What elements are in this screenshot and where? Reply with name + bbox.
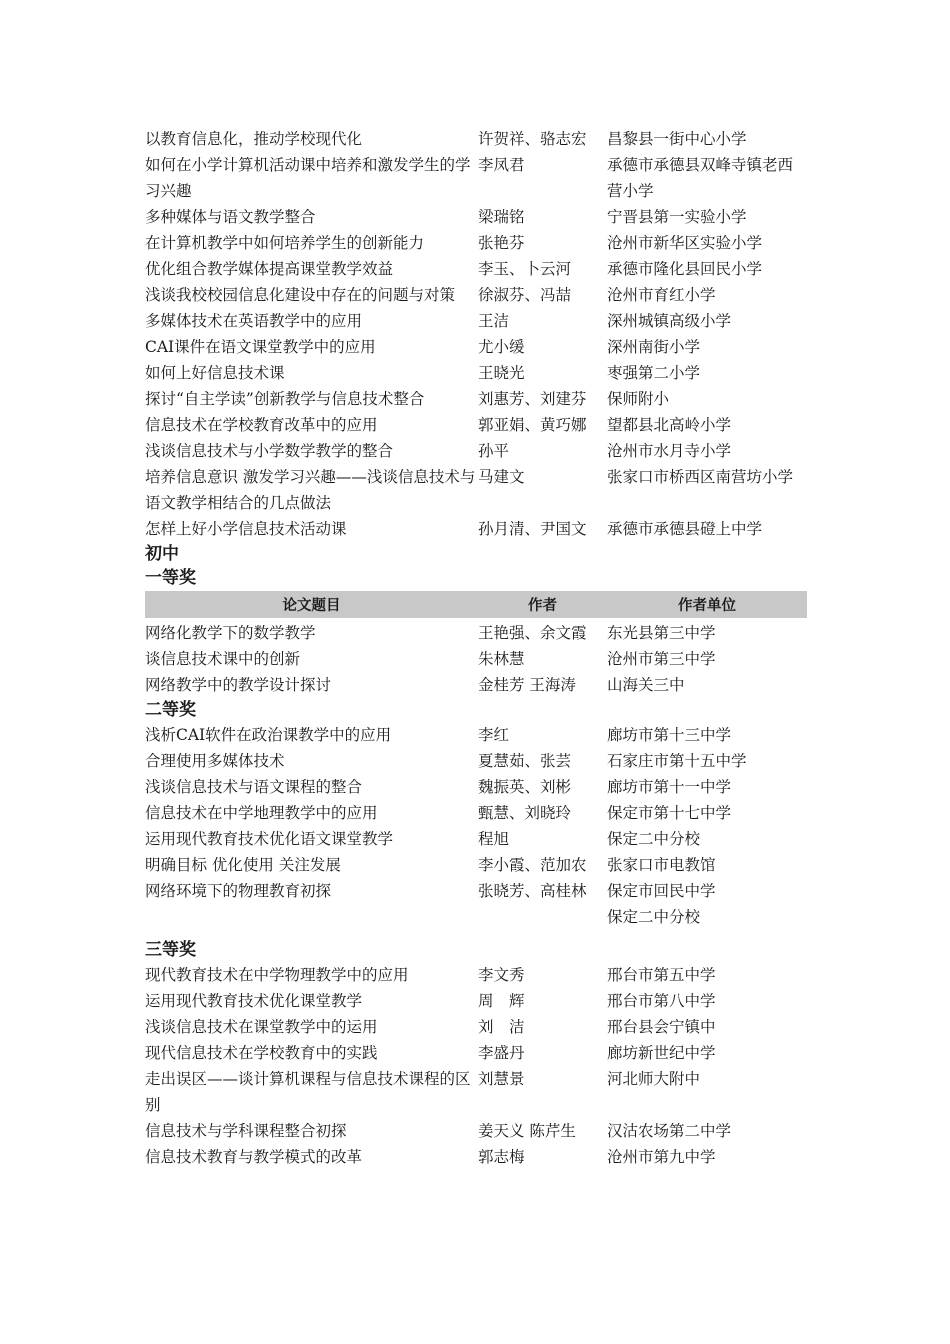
table-row (145, 204, 807, 230)
paper-title: 多种媒体与语文教学整合 (145, 208, 316, 226)
paper-title: 现代教育技术在中学物理教学中的应用 (145, 966, 409, 984)
author-unit: 东光县第三中学 (607, 624, 716, 642)
author-unit: 保定市第十七中学 (607, 804, 732, 822)
paper-author: 王晓光 (478, 364, 525, 382)
paper-title: 怎样上好小学信息技术活动课 (145, 520, 347, 538)
paper-title: 运用现代教育技术优化课堂教学 (145, 992, 363, 1010)
author-unit: 沧州市水月寺小学 (607, 442, 732, 460)
author-unit: 石家庄市第十五中学 (607, 752, 747, 770)
table-row (145, 308, 807, 334)
paper-author: 金桂芳 王海涛 (478, 676, 576, 694)
author-unit: 承德市隆化县回民小学 (607, 260, 763, 278)
paper-title: 信息技术与学科课程整合初探 (145, 1122, 347, 1140)
table-row (145, 988, 807, 1014)
paper-title: 信息技术教育与教学模式的改革 (145, 1148, 363, 1166)
award-list-page (145, 126, 807, 1170)
third-prize-heading: 三等奖 (145, 940, 196, 960)
author-unit: 廊坊新世纪中学 (607, 1044, 716, 1062)
paper-title: 多媒体技术在英语教学中的应用 (145, 312, 363, 330)
paper-author: 徐淑芬、冯喆 (478, 286, 572, 304)
table-row (145, 516, 807, 542)
table-row (145, 774, 807, 800)
column-header-unit: 作者单位 (678, 598, 736, 614)
level-heading: 初中 (145, 544, 179, 564)
author-unit: 河北师大附中 (607, 1070, 701, 1088)
table-row (145, 672, 807, 698)
table-row (145, 126, 807, 152)
table-header (145, 591, 807, 618)
paper-author: 夏慧茹、张芸 (478, 752, 572, 770)
table-row (145, 1014, 807, 1040)
paper-author: 王艳强、余文霞 (478, 624, 587, 642)
table-row (145, 464, 807, 516)
paper-title: 合理使用多媒体技术 (145, 752, 285, 770)
table-row (145, 256, 807, 282)
table-row (145, 334, 807, 360)
paper-author: 孙月清、尹国文 (478, 520, 587, 538)
table-row (145, 852, 807, 878)
author-unit: 沧州市第三中学 (607, 650, 716, 668)
paper-title: 网络环境下的物理教育初探 (145, 882, 332, 900)
author-unit: 承德市承德县磴上中学 (607, 520, 763, 538)
author-unit: 保师附小 (607, 390, 670, 408)
paper-title: 浅谈信息技术与语文课程的整合 (145, 778, 363, 796)
table-row (145, 646, 807, 672)
first-prize-heading: 一等奖 (145, 568, 196, 588)
paper-title: 优化组合教学媒体提高课堂教学效益 (145, 260, 394, 278)
table-row (145, 1144, 807, 1170)
table-row (145, 826, 807, 852)
author-unit: 沧州市育红小学 (607, 286, 716, 304)
third-prize-rows (145, 962, 807, 1170)
paper-title: 浅析CAI软件在政治课教学中的应用 (145, 726, 392, 744)
paper-title: 明确目标 优化使用 关注发展 (145, 856, 341, 874)
paper-author: 魏振英、刘彬 (478, 778, 572, 796)
author-unit: 廊坊市第十三中学 (607, 726, 732, 744)
table-row (145, 1066, 807, 1118)
table-row (145, 878, 807, 904)
paper-title: 浅谈我校校园信息化建设中存在的问题与对策 (145, 286, 456, 304)
author-unit: 张家口市电教馆 (607, 856, 716, 874)
paper-title: 网络化教学下的数学教学 (145, 624, 316, 642)
table-row (145, 962, 807, 988)
continued-rows (145, 126, 807, 542)
table-row (145, 620, 807, 646)
paper-author: 张晓芳、高桂林 (478, 882, 587, 900)
paper-title: 培养信息意识 激发学习兴趣——浅谈信息技术与语文教学相结合的几点做法 (145, 468, 476, 512)
paper-author: 刘慧景 (478, 1070, 525, 1088)
second-prize-rows (145, 722, 807, 930)
paper-title: 信息技术在学校教育改革中的应用 (145, 416, 378, 434)
author-unit: 沧州市新华区实验小学 (607, 234, 763, 252)
second-prize-heading: 二等奖 (145, 700, 196, 720)
author-unit: 枣强第二小学 (607, 364, 701, 382)
paper-author: 郭志梅 (478, 1148, 525, 1166)
paper-title: 浅谈信息技术在课堂教学中的运用 (145, 1018, 378, 1036)
paper-title: 如何在小学计算机活动课中培养和激发学生的学习兴趣 (145, 156, 471, 200)
paper-author: 刘惠芳、刘建芬 (478, 390, 587, 408)
author-unit: 邢台县会宁镇中 (607, 1018, 716, 1036)
author-unit: 张家口市桥西区南营坊小学 (607, 468, 794, 486)
paper-title: 在计算机教学中如何培养学生的创新能力 (145, 234, 425, 252)
author-unit: 邢台市第八中学 (607, 992, 716, 1010)
paper-author: 张艳芬 (478, 234, 525, 252)
paper-title: 探讨“自主学读”创新教学与信息技术整合 (145, 390, 425, 408)
paper-title: 网络教学中的教学设计探讨 (145, 676, 332, 694)
paper-title: 走出误区——谈计算机课程与信息技术课程的区别 (145, 1070, 471, 1114)
paper-title: 谈信息技术课中的创新 (145, 650, 301, 668)
author-unit: 深州南街小学 (607, 338, 701, 356)
table-row (145, 722, 807, 748)
paper-author: 许贺祥、骆志宏 (478, 130, 587, 148)
paper-title: 如何上好信息技术课 (145, 364, 285, 382)
paper-author: 姜天义 陈芹生 (478, 1122, 576, 1140)
paper-author: 李文秀 (478, 966, 525, 984)
author-unit: 汉沽农场第二中学 (607, 1122, 732, 1140)
table-row (145, 1040, 807, 1066)
author-unit: 深州城镇高级小学 (607, 312, 732, 330)
table-row (145, 360, 807, 386)
author-unit: 保定二中分校 (607, 830, 701, 848)
paper-title: 运用现代教育技术优化语文课堂教学 (145, 830, 394, 848)
author-unit: 廊坊市第十一中学 (607, 778, 732, 796)
paper-author: 李玉、卜云河 (478, 260, 572, 278)
paper-author: 刘 洁 (478, 1018, 525, 1036)
paper-author: 朱林慧 (478, 650, 525, 668)
first-prize-rows (145, 620, 807, 698)
paper-author: 李红 (478, 726, 510, 744)
paper-author: 周 辉 (478, 992, 525, 1010)
table-row (145, 152, 807, 204)
author-unit: 望都县北高岭小学 (607, 416, 732, 434)
paper-title: 信息技术在中学地理教学中的应用 (145, 804, 378, 822)
paper-title: 以教育信息化，推动学校现代化 (145, 130, 363, 148)
paper-author: 孙平 (478, 442, 510, 460)
table-row (145, 282, 807, 308)
paper-author: 程旭 (478, 830, 510, 848)
paper-author: 甄慧、刘晓玲 (478, 804, 572, 822)
paper-author: 梁瑞铭 (478, 208, 525, 226)
table-row (145, 1118, 807, 1144)
author-unit: 沧州市第九中学 (607, 1148, 716, 1166)
author-unit: 承德市承德县双峰寺镇老西营小学 (607, 156, 794, 200)
column-header-title: 论文题目 (282, 598, 341, 614)
table-row (145, 800, 807, 826)
paper-author: 郭亚娟、黄巧娜 (478, 416, 587, 434)
paper-author: 李盛丹 (478, 1044, 525, 1062)
paper-author: 李小霞、范加农 (478, 856, 587, 874)
paper-author: 马建文 (478, 468, 525, 486)
table-row (145, 438, 807, 464)
table-row (145, 386, 807, 412)
table-row (145, 904, 807, 930)
table-row (145, 412, 807, 438)
table-row (145, 230, 807, 256)
author-unit: 宁晋县第一实验小学 (607, 208, 747, 226)
author-unit: 保定市回民中学 (607, 882, 716, 900)
author-unit: 山海关三中 (607, 676, 685, 694)
paper-author: 尤小缓 (478, 338, 525, 356)
paper-title: 现代信息技术在学校教育中的实践 (145, 1044, 378, 1062)
paper-title: 浅谈信息技术与小学数学教学的整合 (145, 442, 394, 460)
paper-title: CAI课件在语文课堂教学中的应用 (145, 338, 376, 356)
author-unit: 保定二中分校 (607, 908, 701, 926)
author-unit: 邢台市第五中学 (607, 966, 716, 984)
table-row (145, 748, 807, 774)
paper-author: 王洁 (478, 312, 510, 330)
paper-author: 李凤君 (478, 156, 525, 174)
author-unit: 昌黎县一街中心小学 (607, 130, 747, 148)
column-header-author: 作者 (528, 598, 557, 614)
